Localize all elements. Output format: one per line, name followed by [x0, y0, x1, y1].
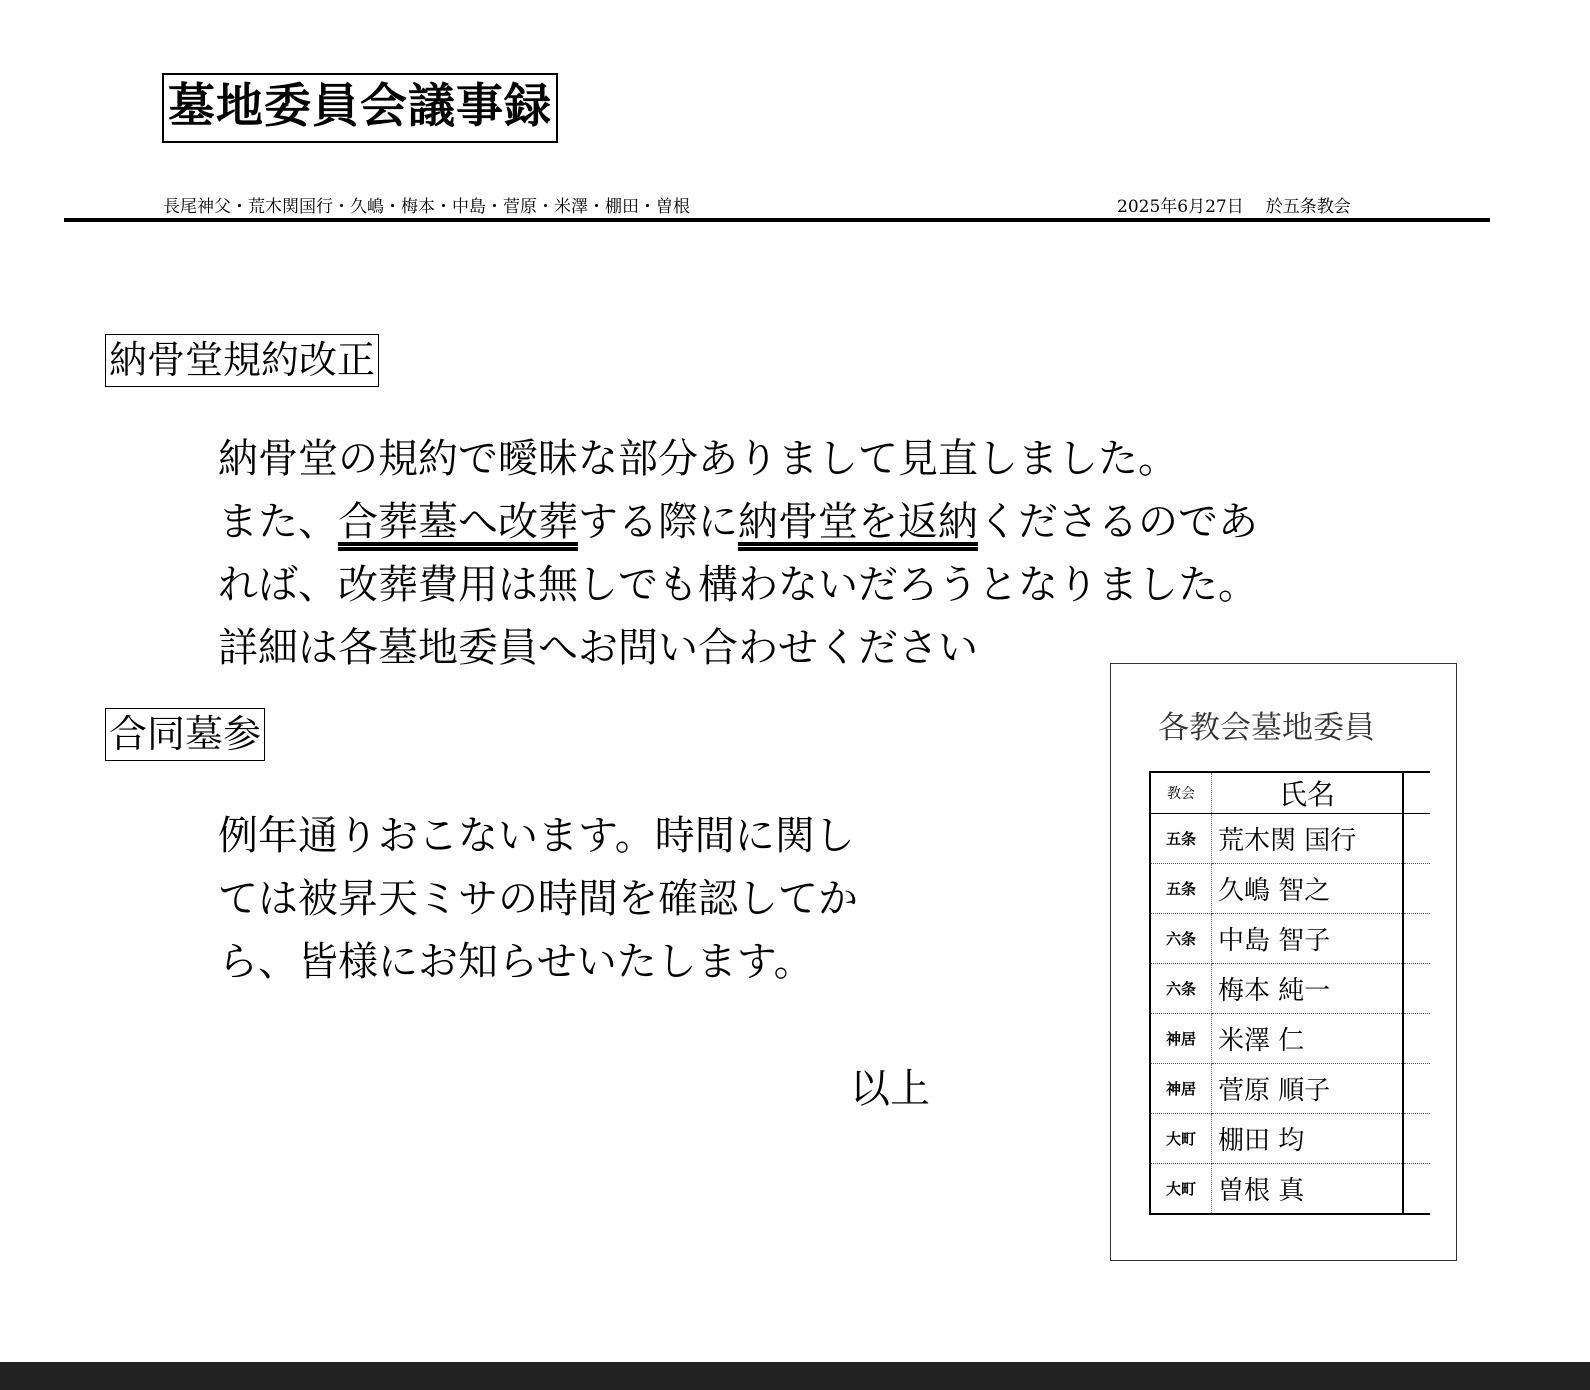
section-body-joint-visit [218, 805, 858, 994]
meeting-date: 2025年6月27日 [1117, 197, 1244, 217]
body-text: する際に [578, 499, 738, 545]
table-row [1150, 964, 1430, 1014]
committee-title: 各教会墓地委員 [1158, 710, 1375, 746]
member-church: 六条 [1150, 964, 1212, 1014]
header-rule [64, 218, 1490, 222]
member-name: 久嶋 智之 [1212, 864, 1404, 914]
body-line: 詳細は各墓地委員へお問い合わせください [218, 625, 978, 671]
table-row [1150, 1114, 1430, 1164]
member-name: 菅原 順子 [1212, 1064, 1404, 1114]
member-church: 五条 [1150, 814, 1212, 864]
underlined-phrase: 合葬墓へ改葬 [338, 499, 578, 545]
member-name: 棚田 均 [1212, 1114, 1404, 1164]
table-header-row [1150, 772, 1430, 814]
underlined-phrase: 納骨堂を返納 [738, 499, 978, 545]
attendees-list: 長尾神父・荒木関国行・久嶋・梅本・中島・菅原・米澤・棚田・曽根 [163, 197, 690, 217]
committee-table [1149, 771, 1430, 1215]
member-extra [1403, 1014, 1430, 1064]
member-name: 梅本 純一 [1212, 964, 1404, 1014]
closing-text: 以上 [850, 1066, 930, 1112]
section-body-ossuary-rules [218, 428, 1258, 680]
member-church: 神居 [1150, 1014, 1212, 1064]
committee-panel [1110, 663, 1457, 1261]
member-name: 曽根 真 [1212, 1164, 1404, 1215]
table-row [1150, 1164, 1430, 1215]
table-row [1150, 1064, 1430, 1114]
meeting-place: 於五条教会 [1265, 197, 1351, 217]
member-extra [1403, 814, 1430, 864]
section-heading-ossuary-rules: 納骨堂規約改正 [105, 334, 379, 387]
body-text: くださるのであ [978, 499, 1258, 545]
member-church: 大町 [1150, 1164, 1212, 1215]
meeting-meta [1117, 192, 1351, 217]
body-line: ては被昇天ミサの時間を確認してか [218, 876, 858, 922]
table-row [1150, 864, 1430, 914]
member-extra [1403, 914, 1430, 964]
body-line: 納骨堂の規約で曖昧な部分ありまして見直しました。 [218, 436, 1178, 482]
member-church: 五条 [1150, 864, 1212, 914]
table-row [1150, 1014, 1430, 1064]
bottom-bar [0, 1362, 1590, 1390]
table-row [1150, 914, 1430, 964]
member-church: 神居 [1150, 1064, 1212, 1114]
member-extra [1403, 864, 1430, 914]
column-header-name: 氏名 [1212, 772, 1404, 814]
member-extra [1403, 1164, 1430, 1215]
section-heading-joint-visit: 合同墓参 [105, 708, 265, 761]
member-church: 大町 [1150, 1114, 1212, 1164]
body-line: れば、改葬費用は無しでも構わないだろうとなりました。 [218, 562, 1258, 608]
document-title: 墓地委員会議事録 [162, 73, 558, 143]
column-header-blank [1403, 772, 1430, 814]
body-text: また、 [218, 499, 338, 545]
body-line: 例年通りおこないます。時間に関し [218, 813, 855, 859]
member-extra [1403, 1064, 1430, 1114]
member-name: 中島 智子 [1212, 914, 1404, 964]
member-extra [1403, 1114, 1430, 1164]
member-extra [1403, 964, 1430, 1014]
column-header-church: 教会 [1150, 772, 1212, 814]
table-row [1150, 814, 1430, 864]
member-church: 六条 [1150, 914, 1212, 964]
member-name: 荒木関 国行 [1212, 814, 1404, 864]
body-line: ら、皆様にお知らせいたします。 [218, 939, 814, 985]
member-name: 米澤 仁 [1212, 1014, 1404, 1064]
body-line [218, 491, 1258, 554]
